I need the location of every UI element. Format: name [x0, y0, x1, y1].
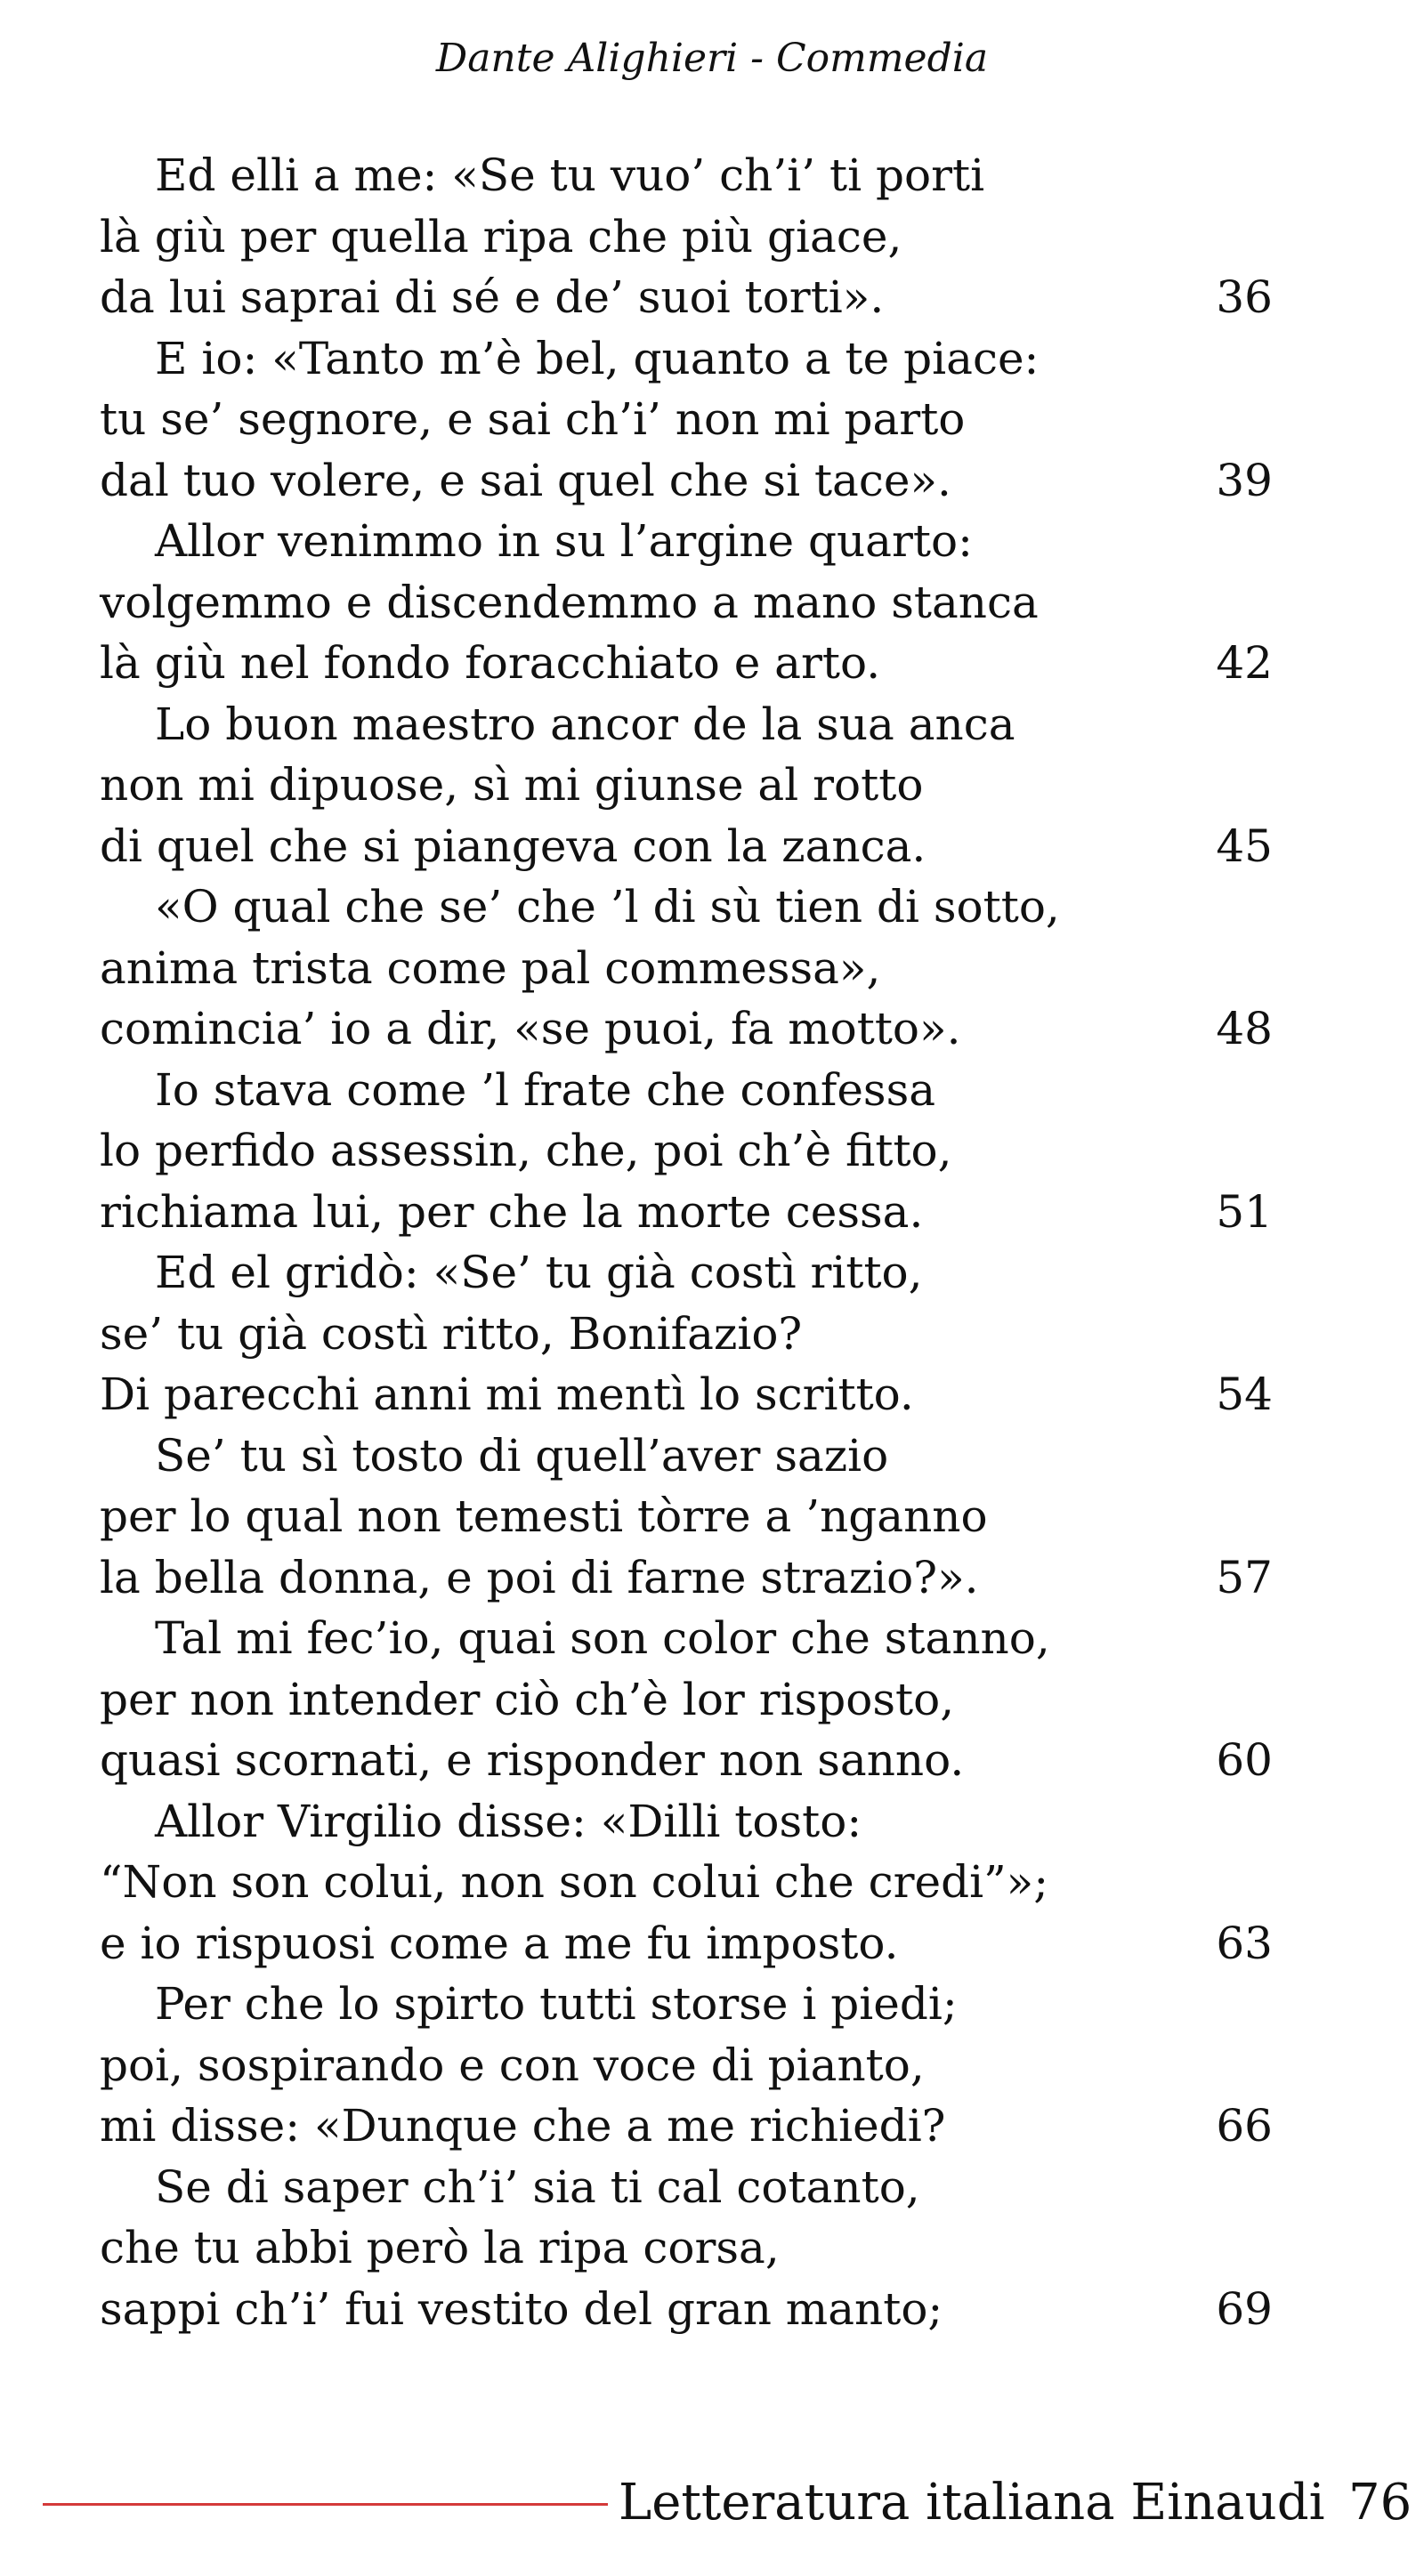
- verse-line: tu se’ segnore, e sai ch’i’ non mi parto: [100, 393, 966, 445]
- verse-line: Io stava come ’l frate che confessa: [155, 1063, 936, 1116]
- verse-line: Tal mi fec’io, quai son color che stanno,: [155, 1612, 1050, 1664]
- verse-line: [100, 2279, 1273, 2340]
- verse-text: la bella donna, e poi di farne strazio?».: [100, 1551, 979, 1603]
- tercet: [100, 1425, 1273, 1609]
- verse-line: E io: «Tanto m’è bel, quanto a te piace:: [155, 332, 1040, 384]
- verse-line: «O qual che se’ che ’l di sù tien di sotto,: [155, 881, 1060, 933]
- verse-line: [100, 267, 1273, 328]
- verse-line: Lo buon maestro ancor de la sua anca: [155, 698, 1015, 750]
- verse-line: là giù per quella ripa che più giace,: [100, 210, 902, 262]
- tercet: [100, 328, 1273, 512]
- verse-line: Allor Virgilio disse: «Dilli tosto:: [155, 1795, 862, 1847]
- verse-text: quasi scornati, e risponder non sanno.: [100, 1734, 965, 1786]
- tercet: [100, 511, 1273, 694]
- tercet: [100, 2157, 1273, 2340]
- verse-text: di quel che si piangeva con la zanca.: [100, 820, 926, 872]
- verse-line: [100, 450, 1273, 512]
- verse-line: se’ tu già costì ritto, Bonifazio?: [100, 1307, 803, 1360]
- verse-text: e io rispuosi come a me fu imposto.: [100, 1917, 899, 1969]
- verse-line: “Non son colui, non son colui che credi”»;: [100, 1856, 1049, 1908]
- verse-line: [100, 998, 1273, 1060]
- publisher-name: Letteratura italiana Einaudi: [619, 2474, 1325, 2532]
- verse-line: [100, 1364, 1273, 1425]
- verse-line: Per che lo spirto tutti storse i piedi;: [155, 1978, 958, 2030]
- line-number: 69: [1216, 2282, 1273, 2335]
- verse-line: non mi dipuose, sì mi giunse al rotto: [100, 759, 924, 811]
- verse-line: Allor venimmo in su l’argine quarto:: [155, 515, 973, 567]
- verse-line: [100, 633, 1273, 694]
- verse-text: da lui saprai di sé e de’ suoi torti».: [100, 271, 885, 323]
- tercet: [100, 1791, 1273, 1974]
- line-number: 39: [1216, 454, 1273, 506]
- line-number: 48: [1216, 1003, 1273, 1054]
- tercet: [100, 1974, 1273, 2157]
- verse-line: Ed elli a me: «Se tu vuo’ ch’i’ ti porti: [155, 149, 985, 201]
- page-footer: [0, 2460, 1424, 2540]
- verse-line: anima trista come pal commessa»,: [100, 941, 881, 994]
- poem-text: [100, 145, 1273, 2339]
- verse-line: [100, 1913, 1273, 1974]
- line-number: 63: [1216, 1917, 1273, 1969]
- verse-line: poi, sospirando e con voce di pianto,: [100, 2039, 925, 2091]
- tercet: [100, 1242, 1273, 1425]
- tercet: [100, 145, 1273, 328]
- line-number: 60: [1216, 1734, 1273, 1786]
- verse-line: che tu abbi però la ripa corsa,: [100, 2222, 780, 2273]
- line-number: 51: [1216, 1185, 1273, 1238]
- verse-text: dal tuo volere, e sai quel che si tace».: [100, 454, 951, 506]
- verse-line: volgemmo e discendemmo a mano stanca: [100, 576, 1039, 628]
- line-number: 57: [1216, 1551, 1273, 1603]
- verse-text: Di parecchi anni mi mentì lo scritto.: [100, 1369, 914, 1420]
- verse-text: richiama lui, per che la morte cessa.: [100, 1185, 924, 1238]
- verse-line: per lo qual non temesti tòrre a ’nganno: [100, 1490, 988, 1542]
- verse-line: [100, 1547, 1273, 1609]
- line-number: 45: [1216, 820, 1273, 872]
- verse-line: Se di saper ch’i’ sia ti cal cotanto,: [155, 2160, 920, 2213]
- verse-line: [100, 1730, 1273, 1791]
- tercet: [100, 1608, 1273, 1791]
- verse-line: [100, 2096, 1273, 2157]
- verse-text: là giù nel fondo foracchiato e arto.: [100, 637, 881, 689]
- verse-text: comincia’ io a dir, «se puoi, fa motto».: [100, 1003, 961, 1054]
- page-number: 76: [1348, 2474, 1412, 2532]
- verse-line: lo perfido assessin, che, poi ch’è fitto,: [100, 1125, 952, 1176]
- line-number: 66: [1216, 2100, 1273, 2152]
- verse-line: Se’ tu sì tosto di quell’aver sazio: [155, 1429, 889, 1482]
- verse-text: sappi ch’i’ fui vestito del gran manto;: [100, 2282, 943, 2335]
- running-title: Dante Alighieri - Commedia: [435, 36, 989, 81]
- verse-line: Ed el gridò: «Se’ tu già costì ritto,: [155, 1247, 923, 1298]
- line-number: 42: [1216, 637, 1273, 689]
- footer-rule: [43, 2503, 608, 2506]
- verse-text: mi disse: «Dunque che a me richiedi?: [100, 2100, 946, 2152]
- line-number: 54: [1216, 1369, 1273, 1420]
- verse-line: [100, 816, 1273, 877]
- line-number: 36: [1216, 271, 1273, 323]
- tercet: [100, 876, 1273, 1060]
- verse-line: per non intender ciò ch’è lor risposto,: [100, 1673, 955, 1725]
- verse-line: [100, 1182, 1273, 1243]
- tercet: [100, 694, 1273, 877]
- tercet: [100, 1060, 1273, 1243]
